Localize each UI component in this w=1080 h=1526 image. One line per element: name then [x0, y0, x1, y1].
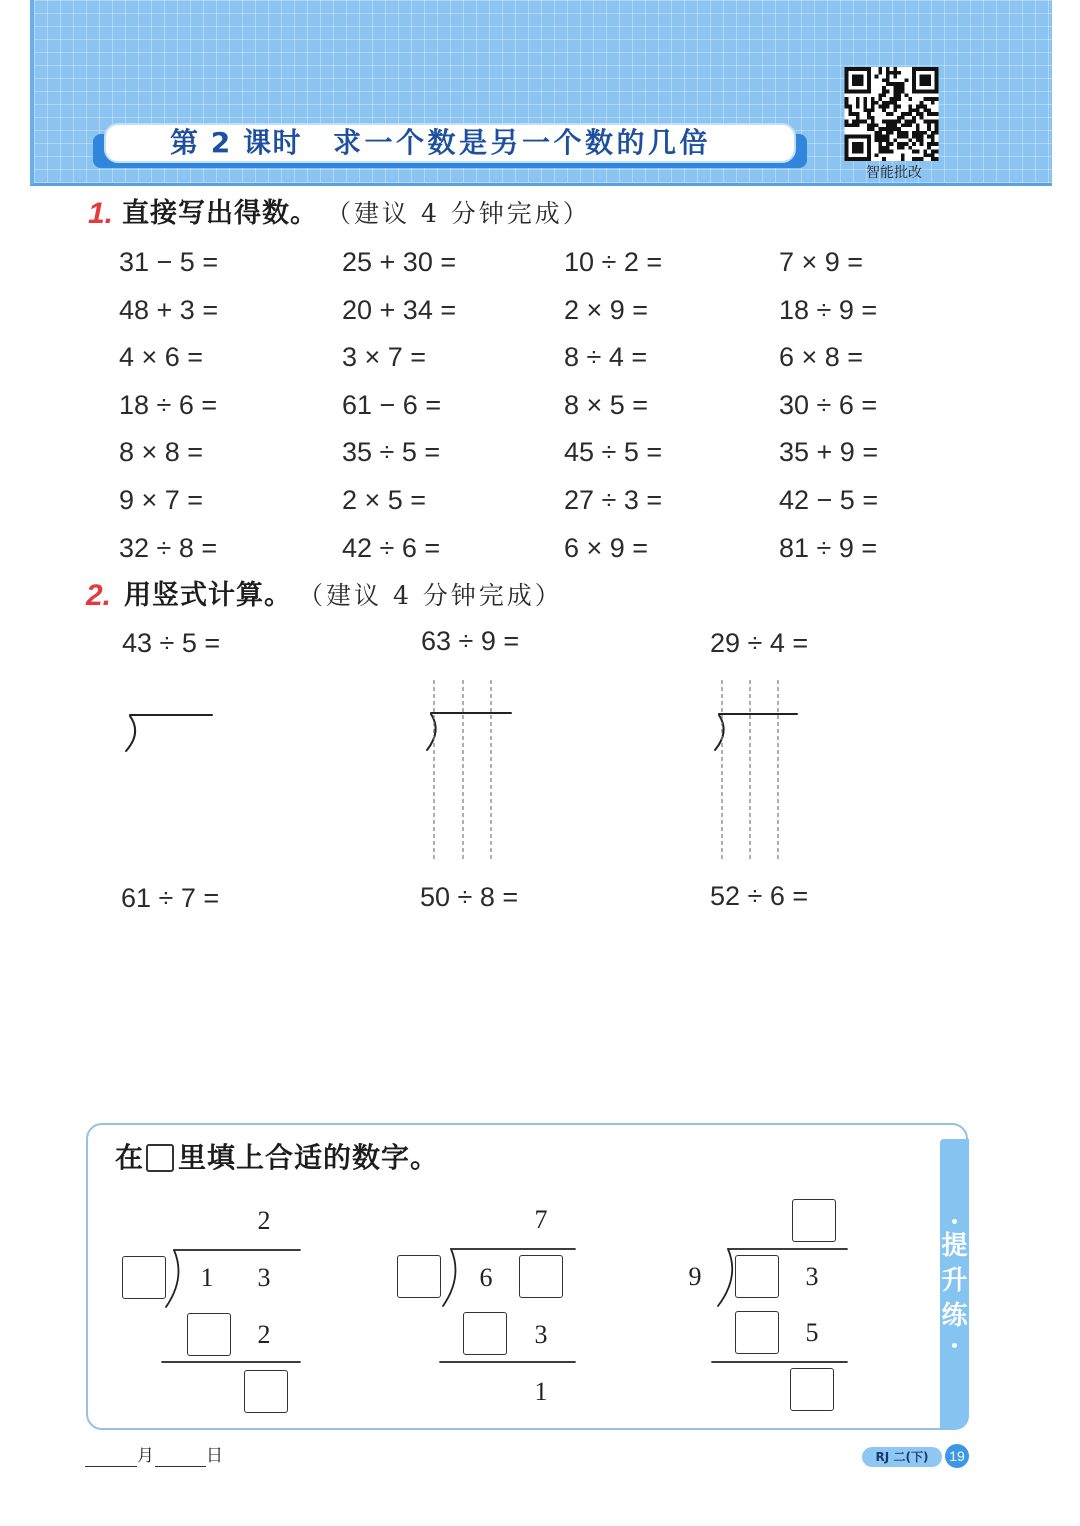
lesson-title-bar	[104, 123, 796, 163]
division-bracket	[715, 715, 724, 750]
answer-box[interactable]	[735, 1255, 779, 1298]
answer-box[interactable]	[187, 1313, 231, 1356]
lesson-label: 第 2 课时	[170, 126, 302, 159]
answer-box[interactable]	[397, 1255, 441, 1298]
mental-math-item: 42 ÷ 6 =	[342, 533, 441, 563]
puzzle-dividend-digit: 6	[479, 1263, 493, 1292]
answer-box[interactable]	[735, 1311, 779, 1354]
puzzle-product-digit: 2	[257, 1320, 271, 1349]
mental-math-item: 35 ÷ 5 =	[342, 437, 441, 467]
division-bracket	[126, 716, 135, 751]
section-title: 用竖式计算。	[124, 580, 292, 611]
answer-box[interactable]	[790, 1368, 834, 1411]
puzzle-quotient-digit: 7	[534, 1205, 548, 1234]
long-division-problem: 63 ÷ 9 =	[421, 626, 520, 656]
puzzle-remainder-digit: 1	[534, 1377, 548, 1406]
month-label: 月	[137, 1446, 154, 1466]
answer-box[interactable]	[463, 1312, 507, 1355]
mental-math-item: 20 + 34 =	[342, 295, 457, 325]
day-blank-line	[155, 1466, 206, 1467]
mental-math-item: 35 + 9 =	[779, 437, 879, 467]
qr-caption: 智能批改	[866, 165, 922, 181]
mental-math-item: 45 ÷ 5 =	[564, 437, 663, 467]
mental-math-item: 18 ÷ 9 =	[779, 295, 878, 325]
puzzle-quotient-digit: 2	[257, 1206, 271, 1235]
mental-math-item: 7 × 9 =	[779, 247, 864, 277]
mental-math-item: 6 × 9 =	[564, 533, 649, 563]
page-number: 19	[945, 1444, 969, 1468]
tab-dot	[952, 1219, 957, 1224]
mental-math-item: 8 × 8 =	[119, 437, 204, 467]
edition-code: RJ	[875, 1450, 890, 1464]
division-bracket	[427, 714, 436, 750]
mental-math-item: 27 ÷ 3 =	[564, 485, 663, 515]
puzzle-product-digit: 5	[805, 1318, 819, 1347]
mental-math-item: 30 ÷ 6 =	[779, 390, 878, 420]
mental-math-item: 18 ÷ 6 =	[119, 390, 218, 420]
qr-finder	[852, 75, 863, 86]
section-number: 1.	[88, 197, 114, 230]
answer-box[interactable]	[122, 1256, 166, 1299]
puzzle-divisor-digit: 9	[688, 1262, 702, 1291]
mental-math-item: 3 × 7 =	[342, 342, 427, 372]
mental-math-item: 9 × 7 =	[119, 485, 204, 515]
mental-math-item: 8 ÷ 4 =	[564, 342, 648, 372]
instruction-prefix: 在	[115, 1141, 145, 1174]
mental-math-item: 42 − 5 =	[779, 485, 879, 515]
mental-math-item: 2 × 5 =	[342, 485, 427, 515]
qr-finder	[920, 75, 931, 86]
long-division-problem: 61 ÷ 7 =	[121, 883, 220, 913]
mental-math-item: 32 ÷ 8 =	[119, 533, 218, 563]
mental-math-item: 61 − 6 =	[342, 390, 442, 420]
challenge-tab-label: 提升练	[941, 1231, 968, 1331]
mental-math-item: 10 ÷ 2 =	[564, 247, 663, 277]
qr-code[interactable]	[843, 67, 940, 161]
mental-math-item: 4 × 6 =	[119, 342, 204, 372]
mental-math-item: 25 + 30 =	[342, 247, 457, 277]
puzzle-dividend-digit: 3	[805, 1262, 819, 1291]
tab-dot	[952, 1343, 957, 1348]
mental-math-item: 6 × 8 =	[779, 342, 864, 372]
day-label: 日	[206, 1446, 223, 1466]
qr-finder	[852, 142, 863, 153]
answer-box[interactable]	[792, 1199, 836, 1242]
lesson-title: 求一个数是另一个数的几倍	[333, 126, 712, 159]
section-title: 直接写出得数。	[122, 198, 318, 229]
instruction-suffix: 里填上合适的数字。	[178, 1141, 440, 1174]
section-number: 2.	[86, 579, 112, 612]
edition-badge	[862, 1447, 942, 1467]
section-time-hint: （建议 4 分钟完成）	[298, 581, 563, 610]
mental-math-item: 48 + 3 =	[119, 295, 219, 325]
answer-box[interactable]	[519, 1255, 563, 1298]
long-division-problem: 52 ÷ 6 =	[710, 881, 809, 911]
long-division-problem: 29 ÷ 4 =	[710, 628, 809, 658]
long-division-problem: 50 ÷ 8 =	[420, 882, 519, 912]
mental-math-item: 31 − 5 =	[119, 247, 219, 277]
blank-box-symbol	[146, 1144, 174, 1172]
mental-math-item: 81 ÷ 9 =	[779, 533, 878, 563]
puzzle-product-digit: 3	[534, 1320, 548, 1349]
puzzle-dividend-digit: 1	[200, 1263, 214, 1292]
puzzle-dividend-digit: 3	[257, 1263, 271, 1292]
answer-box[interactable]	[244, 1370, 288, 1413]
long-division-problem: 43 ÷ 5 =	[122, 628, 221, 658]
month-blank-line	[85, 1466, 137, 1467]
mental-math-item: 2 × 9 =	[564, 295, 649, 325]
grade-label: 二(下)	[893, 1450, 929, 1464]
mental-math-item: 8 × 5 =	[564, 390, 649, 420]
section-time-hint: （建议 4 分钟完成）	[326, 199, 591, 228]
